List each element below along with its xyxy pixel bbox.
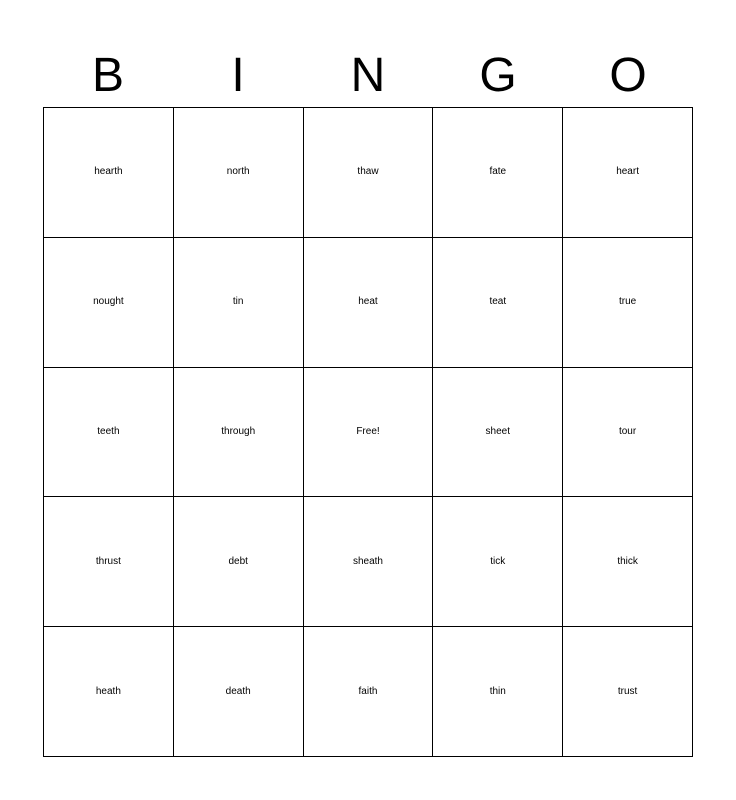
bingo-cell[interactable]: faith <box>304 627 434 757</box>
free-space[interactable]: Free! <box>304 368 434 498</box>
header-letter-b: B <box>91 49 124 102</box>
bingo-cell[interactable]: heart <box>563 108 693 238</box>
bingo-cell[interactable]: thick <box>563 497 693 627</box>
bingo-cell[interactable]: tour <box>563 368 693 498</box>
bingo-cell[interactable]: heat <box>304 238 434 368</box>
bingo-cell[interactable]: teat <box>433 238 563 368</box>
bingo-cell[interactable]: fate <box>433 108 563 238</box>
bingo-cell[interactable]: north <box>174 108 304 238</box>
header-letter-g: G <box>479 49 517 102</box>
bingo-cell[interactable]: thin <box>433 627 563 757</box>
header-letter-i: I <box>231 49 245 102</box>
bingo-cell[interactable]: sheath <box>304 497 434 627</box>
bingo-cell[interactable]: debt <box>174 497 304 627</box>
bingo-cell[interactable]: death <box>174 627 304 757</box>
bingo-cell[interactable]: true <box>563 238 693 368</box>
bingo-cell[interactable]: hearth <box>44 108 174 238</box>
bingo-cell[interactable]: through <box>174 368 304 498</box>
bingo-cell[interactable]: thaw <box>304 108 434 238</box>
header-letter-n: N <box>350 49 386 102</box>
bingo-board <box>43 107 693 757</box>
bingo-cell[interactable]: thrust <box>44 497 174 627</box>
bingo-cell[interactable]: teeth <box>44 368 174 498</box>
bingo-cell[interactable]: sheet <box>433 368 563 498</box>
header-letter-o: O <box>609 49 647 102</box>
bingo-cell[interactable]: tin <box>174 238 304 368</box>
bingo-cell[interactable]: tick <box>433 497 563 627</box>
bingo-cell[interactable]: trust <box>563 627 693 757</box>
bingo-cell[interactable]: nought <box>44 238 174 368</box>
bingo-header <box>43 48 693 104</box>
bingo-cell[interactable]: heath <box>44 627 174 757</box>
